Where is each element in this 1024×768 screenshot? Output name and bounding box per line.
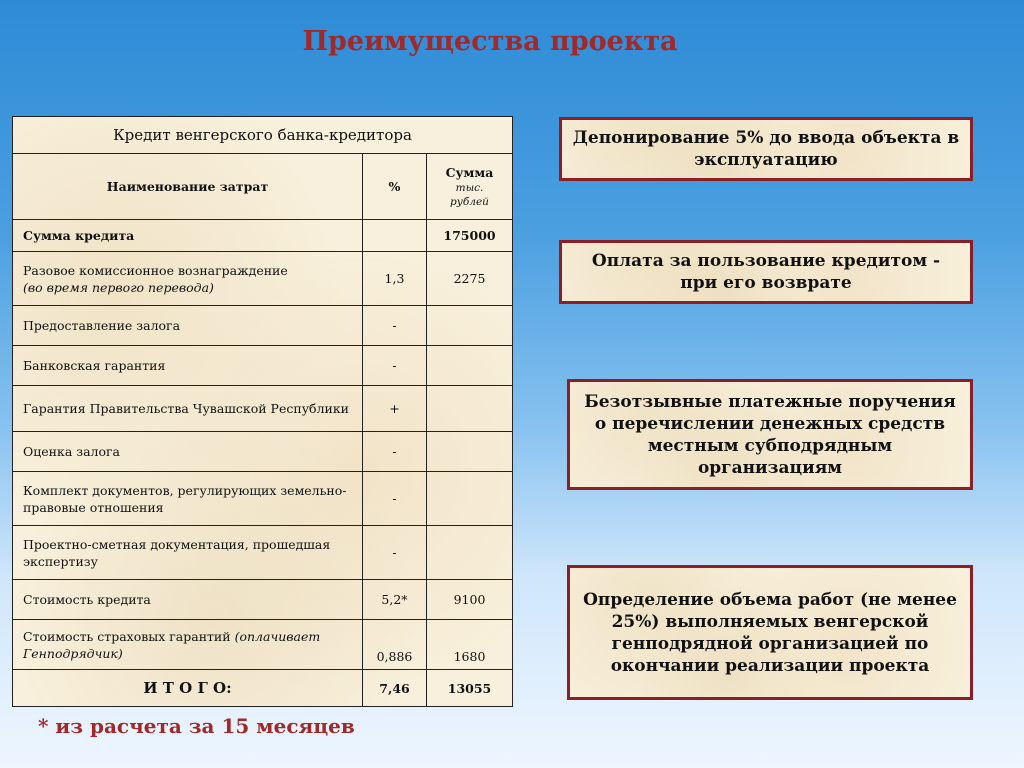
row-name-text: Разовое комиссионное вознаграждение (23, 262, 288, 278)
row-sum (427, 526, 513, 580)
row-sum: 9100 (427, 580, 513, 620)
row-percent: - (363, 472, 427, 526)
row-note: (оплачивает Генподрядчик) (23, 628, 321, 661)
advantage-box-deposit: Депонирование 5% до ввода объекта в эксплуатацию (559, 117, 973, 181)
header-sum (427, 154, 513, 220)
table-row (13, 252, 513, 306)
table-row (13, 306, 513, 346)
header-sum-label: Сумма (445, 165, 494, 180)
row-percent: 1,3 (363, 252, 427, 306)
total-percent: 7,46 (363, 670, 427, 707)
table-total-row (13, 670, 513, 707)
advantage-box-work-volume: Определение объема работ (не менее 25%) выполняемых венгерской генподрядной организацией по окончании реализации проекта (567, 565, 973, 700)
table-row (13, 620, 513, 670)
row-note: (во время первого перевода) (23, 279, 214, 295)
total-label: И Т О Г О: (13, 670, 363, 707)
row-percent: - (363, 526, 427, 580)
row-sum: 175000 (427, 220, 513, 252)
row-sum (427, 306, 513, 346)
advantage-box-payment-orders: Безотзывные платежные поручения о перечислении денежных средств местным субподрядным организациям (567, 379, 973, 490)
row-percent (363, 220, 427, 252)
row-sum (427, 386, 513, 432)
row-sum (427, 346, 513, 386)
row-percent: - (363, 432, 427, 472)
table-caption: Кредит венгерского банка-кредитора (13, 117, 513, 154)
footnote: * из расчета за 15 месяцев (38, 714, 355, 738)
row-name-text: Стоимость страховых гарантий (23, 628, 231, 644)
row-percent: 5,2* (363, 580, 427, 620)
header-percent: % (363, 154, 427, 220)
row-name: Оценка залога (13, 432, 363, 472)
row-percent: 0,886 (363, 620, 427, 670)
total-sum: 13055 (427, 670, 513, 707)
table-caption-row (13, 117, 513, 154)
row-name (13, 620, 363, 670)
table-row (13, 432, 513, 472)
row-name: Проектно-сметная документация, прошедшая экспертизу (13, 526, 363, 580)
row-sum (427, 472, 513, 526)
row-name: Предоставление залога (13, 306, 363, 346)
table-row (13, 580, 513, 620)
table-row (13, 526, 513, 580)
row-name: Гарантия Правительства Чувашской Республики (13, 386, 363, 432)
row-name: Стоимость кредита (13, 580, 363, 620)
table-row (13, 386, 513, 432)
row-name: Комплект документов, регулирующих земельно-правовые отношения (13, 472, 363, 526)
row-sum: 1680 (427, 620, 513, 670)
table-row (13, 346, 513, 386)
row-percent: - (363, 306, 427, 346)
row-name: Банковская гарантия (13, 346, 363, 386)
row-sum (427, 432, 513, 472)
credit-cost-table (12, 116, 513, 707)
row-name (13, 252, 363, 306)
advantage-box-payment: Оплата за пользование кредитом - при его возврате (559, 240, 973, 304)
table-row (13, 472, 513, 526)
header-sum-unit: тыс. рублей (450, 182, 489, 208)
table-row (13, 220, 513, 252)
row-sum: 2275 (427, 252, 513, 306)
table-header-row (13, 154, 513, 220)
page-title: Преимущества проекта (302, 26, 678, 57)
row-percent: + (363, 386, 427, 432)
header-name: Наименование затрат (13, 154, 363, 220)
row-percent: - (363, 346, 427, 386)
row-name: Сумма кредита (13, 220, 363, 252)
